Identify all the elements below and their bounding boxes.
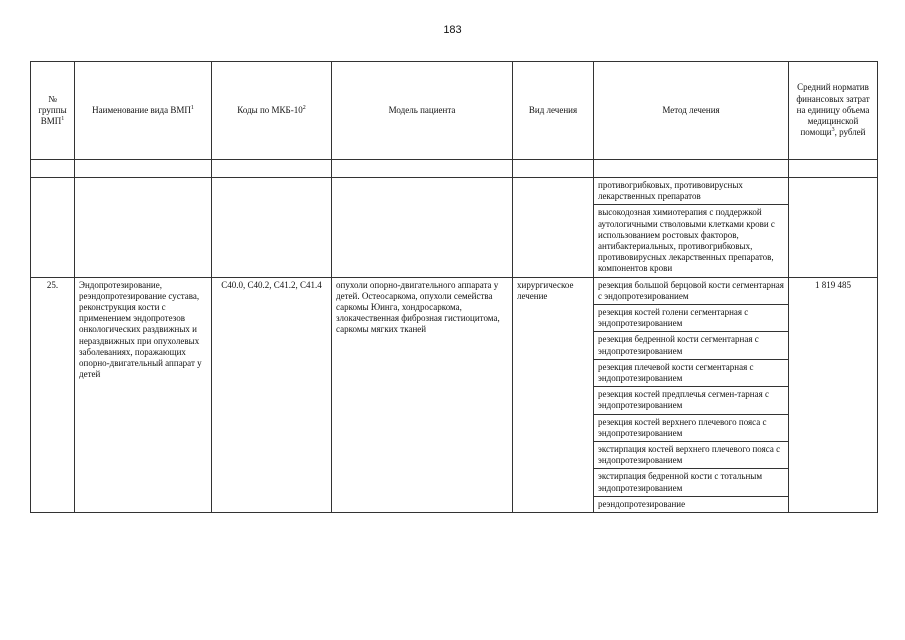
table-row-continuation [31, 178, 878, 278]
cell-vmp-name: Эндопротезирование, реэндопротезирование сустава, реконструкция кости с применением эндопротезов онкологических раздвижных и нераздвижных при опухолевых заболеваниях, поражающих опорно-двигательный аппарат у детей [75, 277, 212, 512]
method-item: резекция костей верхнего плечевого пояса с эндопротезированием [594, 415, 788, 442]
cell-group-no: 25. [31, 277, 75, 512]
header-avg-cost: Средний норматив финансовых затрат на единицу объема медицинской помощи$^3$, рублей [789, 62, 878, 160]
header-row [31, 62, 878, 160]
method-item: резекция костей голени сегментарная с эндопротезированием [594, 305, 788, 332]
method-list-25 [594, 277, 789, 512]
method-list-continuation [594, 178, 789, 278]
blank-row [31, 160, 878, 178]
cell-patient-model: опухоли опорно-двигательного аппарата у детей. Остеосаркома, опухоли семейства саркомы Юинга, хондросаркома, злокачественная фиброзная гистиоцитома, саркомы мягких тканей [332, 277, 513, 512]
header-mkb-codes: Коды по МКБ-$10^2$ [212, 62, 332, 160]
method-item: резекция костей предплечья сегмен-тарная с эндопротезированием [594, 387, 788, 414]
page-number: 183 [443, 24, 462, 36]
method-item: экстирпация костей верхнего плечевого пояса с эндопротезированием [594, 442, 788, 469]
header-group-no: № группы ВМП$^1$ [31, 62, 75, 160]
method-item: резекция плечевой кости сегментарная с эндопротезированием [594, 360, 788, 387]
cell-treatment-type: хирургическое лечение [513, 277, 594, 512]
method-item: резекция большой берцовой кости сегментарная с эндопротезированием [594, 278, 788, 305]
header-vmp-name: Наименование вида ВМП$^1$ [75, 62, 212, 160]
vmp-table [30, 61, 878, 513]
header-treatment-type: Вид лечения [513, 62, 594, 160]
method-item: экстирпация бедренной кости с тотальным эндопротезированием [594, 469, 788, 496]
table-row-25 [31, 277, 878, 512]
method-item: высокодозная химиотерапия с поддержкой аутологичными стволовыми клетками крови с использованием ростовых факторов, антибактериальных, противогрибковых, противовирусных лекарственных препаратов, компонентов крови [598, 207, 775, 274]
cell-mkb-codes: C40.0, C40.2, C41.2, C41.4 [212, 277, 332, 512]
cell-avg-cost: 1 819 485 [789, 277, 878, 512]
header-patient-model: Модель пациента [332, 62, 513, 160]
method-item: резекция бедренной кости сегментарная с эндопротезированием [594, 332, 788, 359]
method-item: противогрибковых, противовирусных лекарственных препаратов [594, 178, 788, 205]
header-treatment-method: Метод лечения [594, 62, 789, 160]
method-item: реэндопротезирование [598, 498, 686, 509]
